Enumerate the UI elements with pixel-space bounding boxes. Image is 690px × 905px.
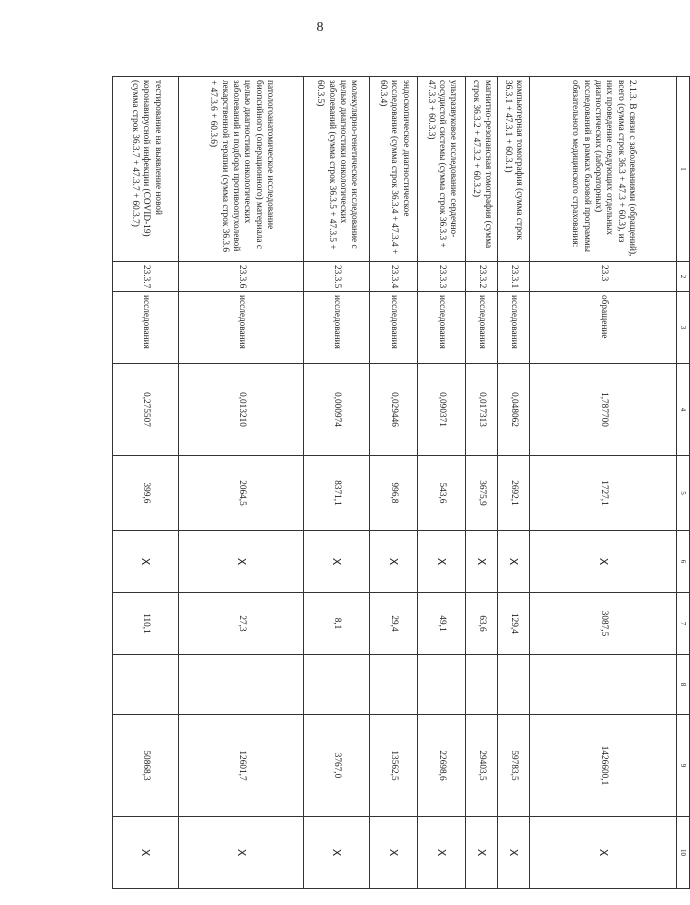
cell-col10: X	[529, 817, 677, 889]
row-code: 23.3.6	[179, 262, 304, 292]
column-number-row	[677, 77, 690, 889]
row-unit: исследования	[418, 292, 466, 364]
cell-col5: 543,6	[418, 456, 466, 531]
cell-col8	[465, 655, 497, 715]
cell-col4: 0,017313	[465, 364, 497, 456]
row-name: компьютерная томография (сумма строк 36.3.1 + 47.3.1 + 60.3.1)	[497, 77, 529, 262]
row-code: 23.3	[529, 262, 677, 292]
cell-col8	[370, 655, 418, 715]
cell-col6: X	[529, 531, 677, 593]
cell-col10: X	[497, 817, 529, 889]
row-unit: исследования	[465, 292, 497, 364]
cell-col10: X	[465, 817, 497, 889]
column-number: 2	[677, 262, 690, 292]
cell-col8	[304, 655, 370, 715]
table-row	[370, 77, 418, 889]
row-code: 23.3.1	[497, 262, 529, 292]
cell-col7: 29,4	[370, 593, 418, 655]
table-row	[418, 77, 466, 889]
cell-col9: 50868,3	[113, 715, 179, 817]
page-number: 8	[316, 20, 324, 35]
table-row	[497, 77, 529, 889]
table-row	[529, 77, 677, 889]
cell-col5: 1727,1	[529, 456, 677, 531]
column-number: 1	[677, 77, 690, 262]
cell-col4: 0,013210	[179, 364, 304, 456]
cell-col5: 2692,1	[497, 456, 529, 531]
column-number: 10	[677, 817, 690, 889]
cell-col5: 3675,9	[465, 456, 497, 531]
row-unit: исследования	[179, 292, 304, 364]
cell-col6: X	[418, 531, 466, 593]
cell-col5: 2064,5	[179, 456, 304, 531]
column-number: 3	[677, 292, 690, 364]
cell-col9: 13562,5	[370, 715, 418, 817]
row-name: ультразвуковое исследование сердечно-сосудистой системы (сумма строк 36.3.3 + 47.3.3 + 60.3.3)	[418, 77, 466, 262]
cell-col7: 129,4	[497, 593, 529, 655]
cell-col9: 22698,6	[418, 715, 466, 817]
row-name: магнитно-резонансная томография (сумма строк 36.3.2 + 47.3.2 + 60.3.2)	[465, 77, 497, 262]
row-name: 2.1.3. В связи с заболеваниями (обращений), всего (сумма строк 36.3 + 47.3 + 60.3), из них проведение следующих отдельных диагностических (лабораторных) исследований в рамках базовой программы обязательного медицинского страхования:	[529, 77, 677, 262]
cell-col8	[418, 655, 466, 715]
column-number: 7	[677, 593, 690, 655]
cell-col9: 1426600,1	[529, 715, 677, 817]
row-code: 23.3.5	[304, 262, 370, 292]
cell-col9: 29403,5	[465, 715, 497, 817]
table-row	[179, 77, 304, 889]
cell-col8	[529, 655, 677, 715]
cell-col7: 49,1	[418, 593, 466, 655]
row-name: тестирование на выявление новой коронавирусной инфекции (COVID-19) (сумма строк 36.3.7 + 47.3.7 + 60.3.7)	[113, 77, 179, 262]
cell-col10: X	[370, 817, 418, 889]
row-code: 23.3.4	[370, 262, 418, 292]
cell-col4: 0,029446	[370, 364, 418, 456]
column-number: 4	[677, 364, 690, 456]
cell-col6: X	[113, 531, 179, 593]
row-code: 23.3.2	[465, 262, 497, 292]
column-number: 5	[677, 456, 690, 531]
cell-col6: X	[370, 531, 418, 593]
cell-col9: 12601,7	[179, 715, 304, 817]
row-unit: исследования	[497, 292, 529, 364]
row-name: патологоанатомическое исследование биопсийного (операционного) материала с целью диагностики онкологических заболеваний и подбора противоопухолевой лекарственной терапии (сумма строк 36.3.6 + 47.3.6 + 60.3.6)	[179, 77, 304, 262]
row-name: молекулярно-генетическое исследование с целью диагностики онкологических заболеваний (сумма строк 36.3.5 + 47.3.5 + 60.3.5)	[304, 77, 370, 262]
row-code: 23.3.7	[113, 262, 179, 292]
cell-col5: 996,8	[370, 456, 418, 531]
cell-col10: X	[418, 817, 466, 889]
row-unit: исследования	[113, 292, 179, 364]
column-number: 8	[677, 655, 690, 715]
cell-col4: 0,048062	[497, 364, 529, 456]
cell-col5: 399,6	[113, 456, 179, 531]
cell-col8	[179, 655, 304, 715]
cell-col4: 0,090371	[418, 364, 466, 456]
rotated-table-container	[112, 76, 690, 888]
cell-col6: X	[304, 531, 370, 593]
cell-col10: X	[113, 817, 179, 889]
column-number: 9	[677, 715, 690, 817]
cell-col8	[113, 655, 179, 715]
row-code: 23.3.3	[418, 262, 466, 292]
cell-col10: X	[179, 817, 304, 889]
row-unit: исследования	[370, 292, 418, 364]
table-row	[113, 77, 179, 889]
table-row	[304, 77, 370, 889]
cell-col7: 110,1	[113, 593, 179, 655]
cell-col7: 8,1	[304, 593, 370, 655]
cell-col7: 3087,5	[529, 593, 677, 655]
cell-col6: X	[179, 531, 304, 593]
cell-col10: X	[304, 817, 370, 889]
cell-col4: 1,787700	[529, 364, 677, 456]
cell-col4: 0,000974	[304, 364, 370, 456]
row-unit: обращение	[529, 292, 677, 364]
cell-col6: X	[465, 531, 497, 593]
column-number: 6	[677, 531, 690, 593]
row-unit: исследования	[304, 292, 370, 364]
cell-col7: 27,3	[179, 593, 304, 655]
row-name: эндоскопическое диагностическое исследование (сумма строк 36.3.4 + 47.3.4 + 60.3.4)	[370, 77, 418, 262]
cell-col5: 8371,1	[304, 456, 370, 531]
cell-col9: 59783,5	[497, 715, 529, 817]
cell-col6: X	[497, 531, 529, 593]
table-row	[465, 77, 497, 889]
data-table	[112, 76, 690, 889]
cell-col4: 0,275507	[113, 364, 179, 456]
cell-col9: 3767,0	[304, 715, 370, 817]
cell-col8	[497, 655, 529, 715]
cell-col7: 63,6	[465, 593, 497, 655]
